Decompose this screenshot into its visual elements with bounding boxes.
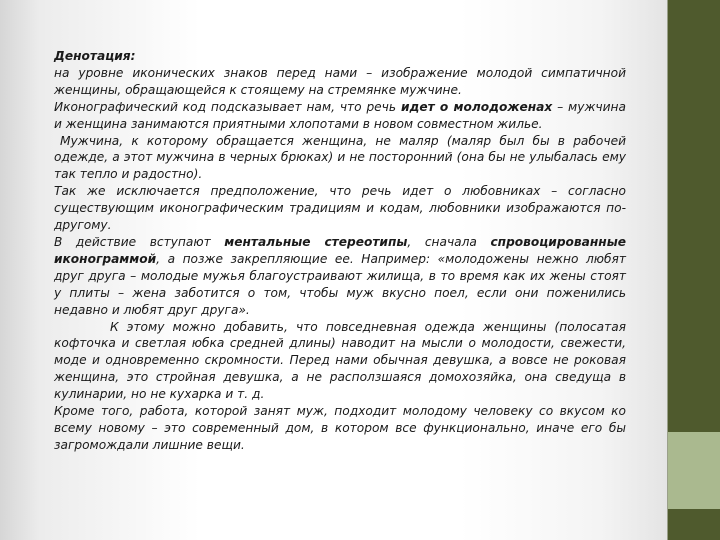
text-run: , а позже закрепляющие ее. Например: «молодожены нежно любят друг друга – молодые мужья благоустраивают жилища, в то время как их жены стоят у плиты – жена заботится о том, чтобы муж вкусно поел, если они поженились недавно и любят друг друга». — [54, 251, 626, 317]
paragraph-lovers: Так же исключается предположение, что речь идет о любовниках – согласно существующим иконографическим традициям и кодам, любовники изображаются по-другому. — [54, 184, 626, 233]
text-run: В действие вступают — [54, 234, 225, 249]
text-run: – мужчина и женщина занимаются приятными хлопотами в новом совместном жилье. — [54, 99, 626, 131]
paragraph-denotation: на уровне иконических знаков перед нами – изображение молодой симпатичной женщины, обращающейся к стоящему на стремянке мужчине. — [54, 65, 626, 97]
slide-text-body — [54, 48, 626, 454]
paragraph-iconographic-code — [54, 99, 626, 133]
text-run: , сначала — [407, 234, 491, 249]
paragraph-work: Кроме того, работа, которой занят муж, подходит молодому человеку со вкусом ко всему новому – это современный дом, в котором все функционально, иначе его бы загромождали лишние вещи. — [54, 404, 626, 452]
emphasis-mental-stereotypes: ментальные стереотипы — [224, 234, 408, 249]
paragraph-clothing: К этому можно добавить, что повседневная одежда женщины (полосатая кофточка и светлая юбка средней длины) наводит на мысли о молодости, свежести, моде и одновременно скромности. Перед нами обычная девушка, а вовсе не роковая женщина, это стройная девушка, а не расползшаяся домохозяйка, она сведуща в кулинарии, но не кухарка и т. д. — [54, 319, 626, 402]
text-run: Иконографический код подсказывает нам, что речь — [54, 99, 401, 114]
paragraph-stereotypes — [54, 234, 626, 319]
emphasis-newlyweds: идет о молодоженах — [400, 99, 553, 114]
emphasis-iconogram: спровоцированные иконограммой — [54, 234, 626, 266]
paragraph-man: Мужчина, к которому обращается женщина, не маляр (маляр был бы в рабочей одежде, а этот мужчина в черных брюках) и не посторонний (она бы не улыбалась ему так тепло и радостно). — [54, 133, 626, 182]
slide-heading: Денотация: — [54, 49, 136, 63]
side-decor-accent — [668, 432, 720, 509]
